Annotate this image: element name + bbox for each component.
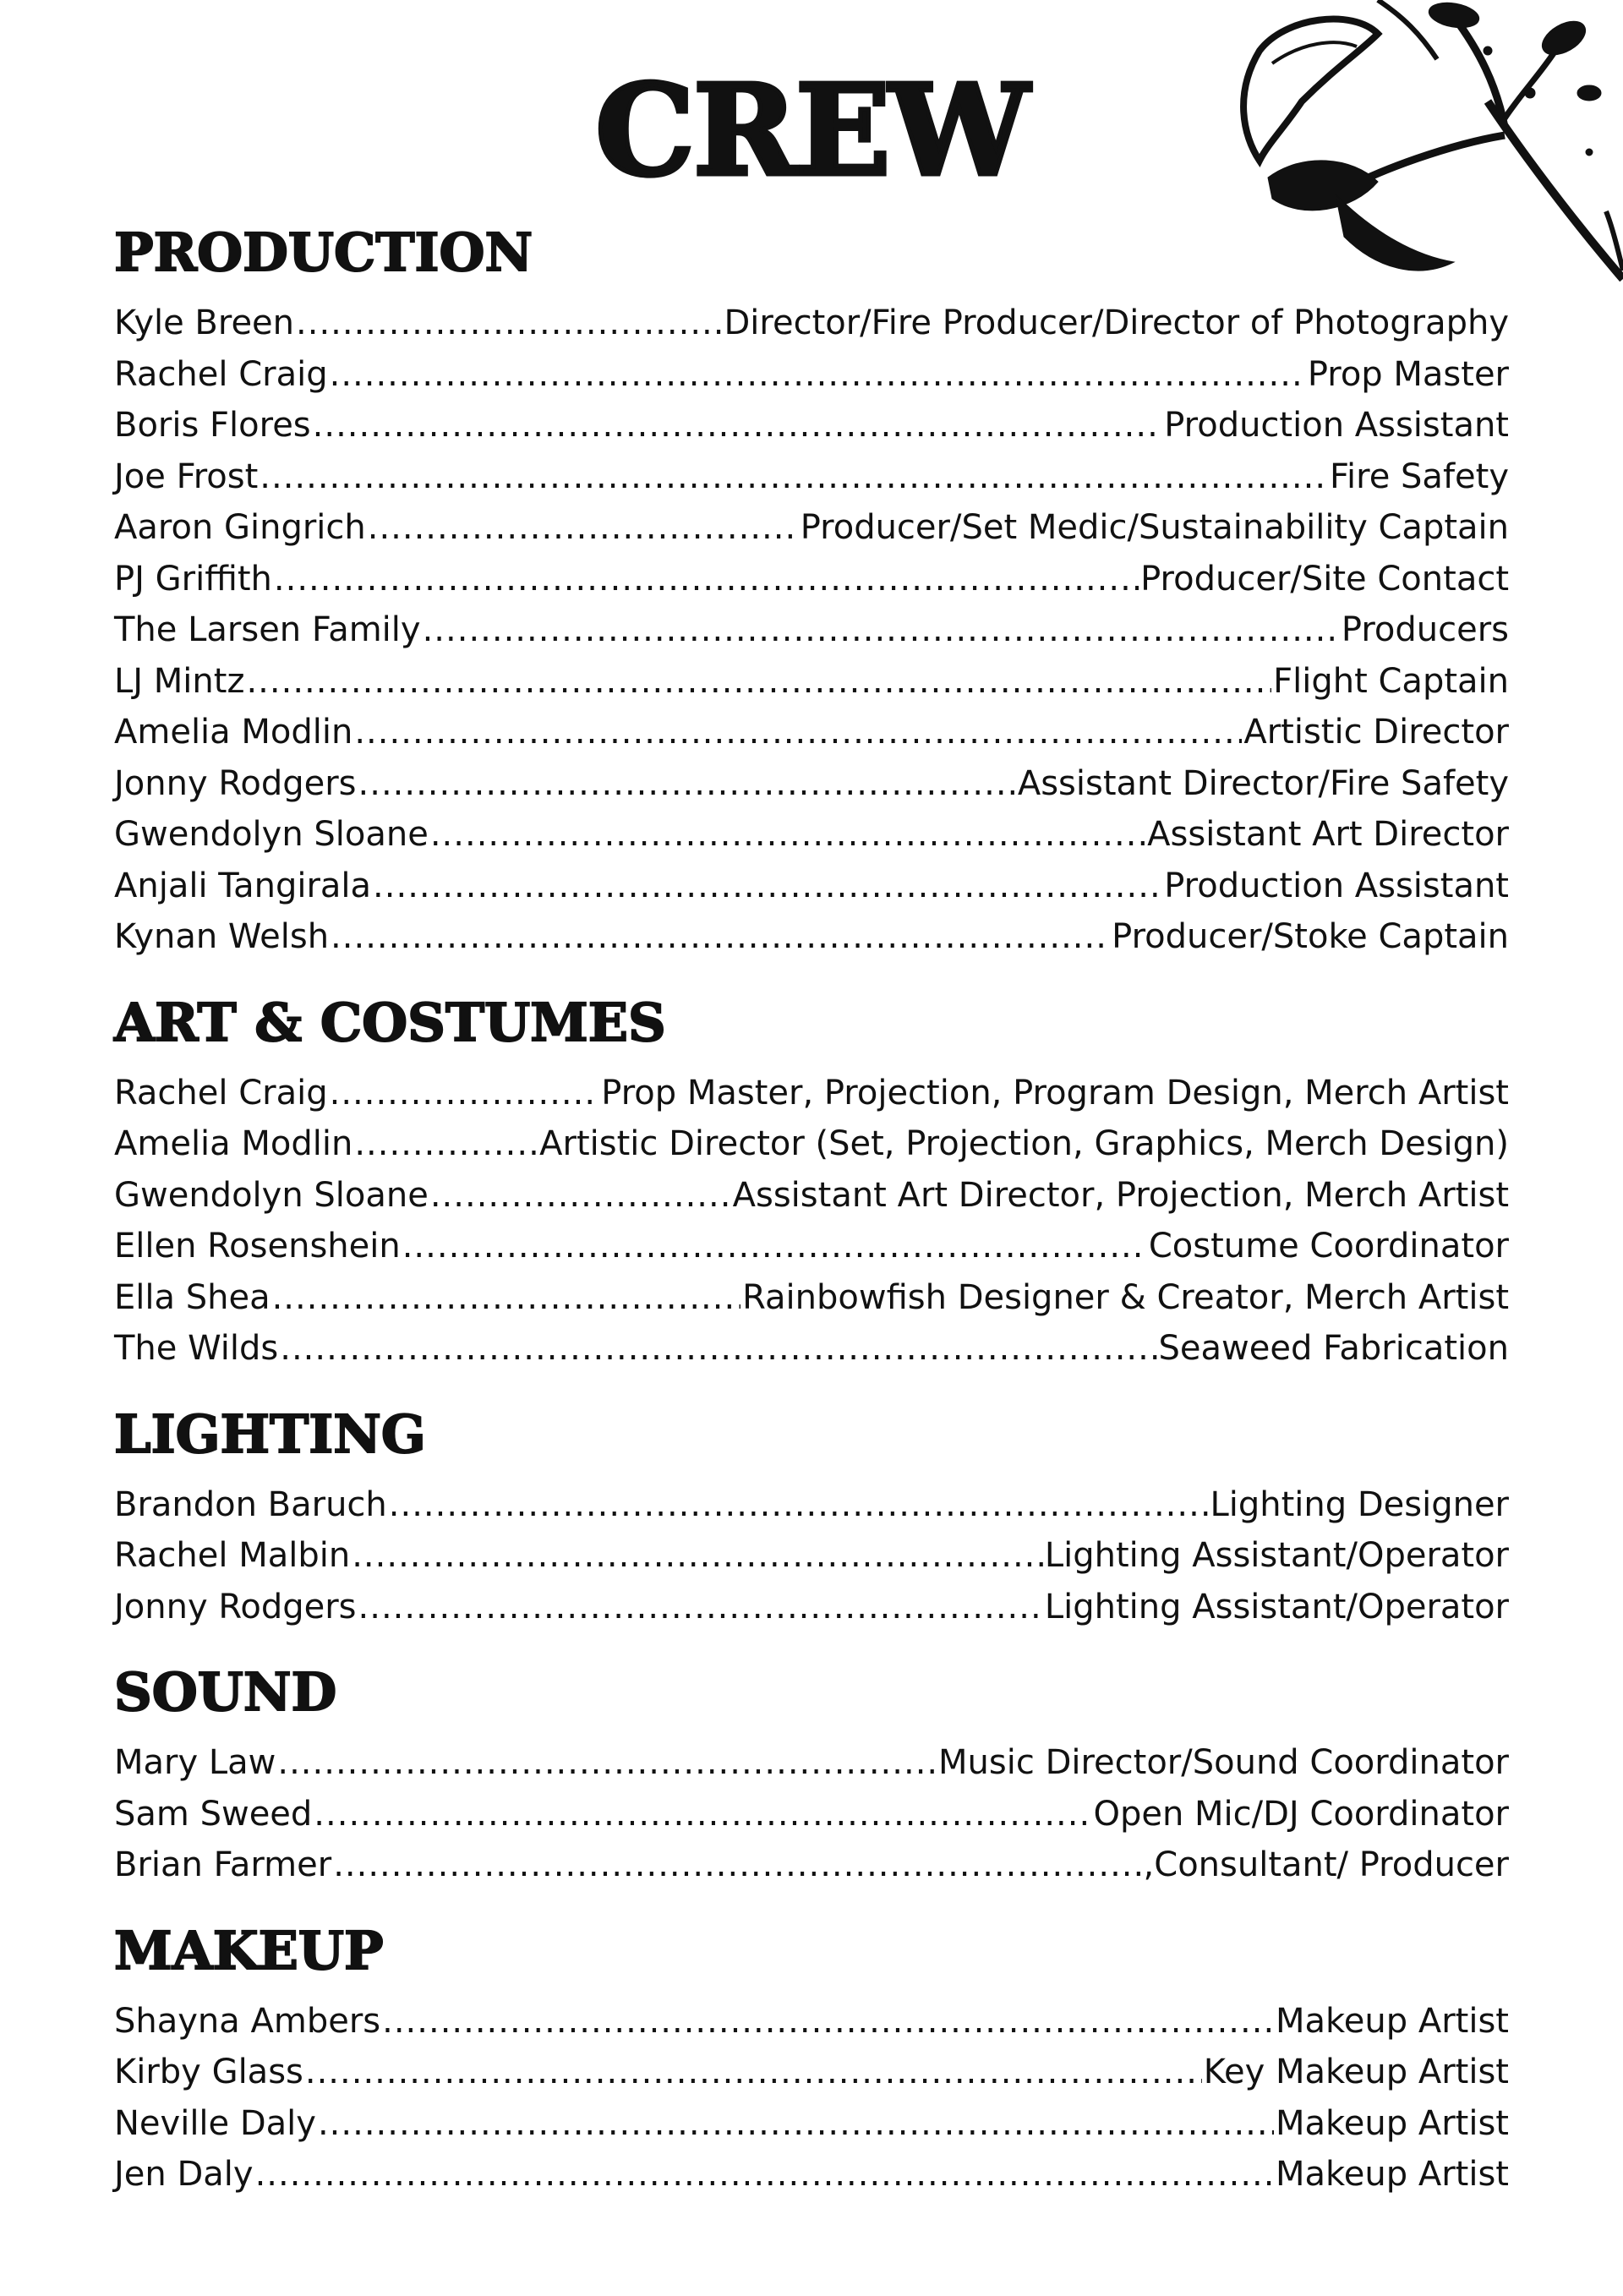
crew-role: Fire Safety (1329, 456, 1509, 496)
crew-role: Artistic Director (1243, 713, 1509, 752)
section-heading: LIGHTING (114, 1402, 426, 1465)
dot-leader (314, 1789, 1091, 1840)
credit-row (114, 1118, 1509, 1170)
crew-name: Kirby Glass (114, 2053, 303, 2091)
credit-row (114, 861, 1509, 912)
dot-leader (260, 451, 1328, 503)
crew-role: Open Mic/DJ Coordinator (1093, 1794, 1509, 1834)
section-production (114, 221, 1509, 963)
credit-row (114, 1996, 1509, 2047)
page-title: CREW (595, 57, 1028, 204)
crew-role: Makeup Artist (1276, 2155, 1509, 2194)
crew-role: Makeup Artist (1276, 2103, 1509, 2143)
crew-role: Assistant Art Director (1147, 815, 1509, 854)
crew-role: Artistic Director (Set, Projection, Graphics, Merch Design) (539, 1124, 1509, 1163)
credit-row (114, 400, 1509, 451)
crew-role: Prop Master, Projection, Program Design, Merch Artist (601, 1073, 1509, 1112)
dot-leader (389, 1479, 1209, 1531)
crew-name: Mary Law (114, 1743, 276, 1782)
credit-row (114, 656, 1509, 708)
crew-name: Anjali Tangirala (114, 866, 372, 905)
dot-leader (274, 554, 1139, 605)
dot-leader (352, 1530, 1043, 1582)
dot-leader (430, 1170, 731, 1222)
crew-name: LJ Mintz (114, 661, 245, 701)
crew-name: Sam Sweed (114, 1794, 313, 1834)
crew-role: Makeup Artist (1276, 2001, 1509, 2041)
crew-role: ,Consultant/ Producer (1143, 1845, 1509, 1884)
crew-name: Brian Farmer (114, 1845, 332, 1884)
dot-leader (305, 2047, 1202, 2098)
section-sound (114, 1661, 1509, 1891)
crew-name: Aaron Gingrich (114, 508, 366, 547)
crew-role: Director/Fire Producer/Director of Photography (724, 303, 1509, 342)
crew-role: Producer/Set Medic/Sustainability Captain (800, 508, 1509, 547)
crew-role: Producer/Stoke Captain (1112, 917, 1509, 956)
crew-role: Assistant Director/Fire Safety (1017, 763, 1509, 803)
crew-name: Brandon Baruch (114, 1484, 387, 1524)
crew-name: Rachel Craig (114, 354, 328, 394)
dot-leader (423, 604, 1340, 656)
dot-leader (331, 911, 1110, 963)
crew-name: Neville Daly (114, 2103, 316, 2143)
crew-name: Jonny Rodgers (114, 1587, 357, 1626)
section-heading: MAKEUP (114, 1919, 384, 1982)
credit-row (114, 349, 1509, 401)
section-heading: ART & COSTUMES (114, 991, 666, 1053)
section-art-costumes (114, 991, 1509, 1375)
crew-name: Joe Frost (114, 456, 259, 496)
dot-leader (330, 349, 1306, 401)
dot-leader (330, 1068, 600, 1119)
crew-role: Assistant Art Director, Projection, Merch Artist (732, 1175, 1509, 1215)
credit-row (114, 1221, 1509, 1272)
credit-row (114, 2098, 1509, 2150)
section-lighting (114, 1402, 1509, 1633)
credit-row (114, 1479, 1509, 1531)
credit-row (114, 1789, 1509, 1840)
credit-row (114, 1068, 1509, 1119)
crew-name: Amelia Modlin (114, 713, 353, 752)
crew-name: Boris Flores (114, 406, 311, 445)
section-heading: SOUND (114, 1661, 337, 1723)
dot-leader (333, 1840, 1141, 1891)
dot-leader (430, 809, 1145, 861)
credit-row (114, 758, 1509, 810)
credit-row (114, 2149, 1509, 2200)
dot-leader (358, 1582, 1043, 1633)
crew-name: Ella Shea (114, 1277, 270, 1317)
credit-row (114, 1840, 1509, 1891)
crew-name: Kyle Breen (114, 303, 295, 342)
dot-leader (318, 2098, 1274, 2150)
credit-row (114, 1530, 1509, 1582)
crew-role: Lighting Assistant/Operator (1044, 1587, 1509, 1626)
crew-name: PJ Griffith (114, 559, 272, 599)
dot-leader (255, 2149, 1274, 2200)
dot-leader (280, 1323, 1156, 1375)
section-makeup (114, 1919, 1509, 2200)
credit-row (114, 298, 1509, 349)
credit-row (114, 707, 1509, 758)
credit-row (114, 2047, 1509, 2098)
crew-name: Jen Daly (114, 2155, 254, 2194)
crew-name: Jonny Rodgers (114, 763, 357, 803)
dot-leader (358, 758, 1016, 810)
crew-role: Lighting Designer (1210, 1484, 1509, 1524)
crew-name: Rachel Craig (114, 1073, 328, 1112)
dot-leader (246, 656, 1271, 708)
crew-role: Flight Captain (1273, 661, 1509, 701)
dot-leader (402, 1221, 1147, 1272)
crew-role: Costume Coordinator (1148, 1227, 1509, 1266)
dot-leader (277, 1737, 937, 1789)
credit-row (114, 604, 1509, 656)
crew-role: Music Director/Sound Coordinator (938, 1743, 1509, 1782)
credit-row (114, 451, 1509, 503)
crew-name: Shayna Ambers (114, 2001, 381, 2041)
crew-role: Producers (1341, 610, 1509, 649)
dot-leader (373, 861, 1162, 912)
credit-row (114, 1737, 1509, 1789)
crew-role: Production Assistant (1164, 406, 1509, 445)
dot-leader (368, 502, 799, 554)
crew-name: Ellen Rosenshein (114, 1227, 401, 1266)
crew-role: Rainbowfish Designer & Creator, Merch Artist (742, 1277, 1509, 1317)
dot-leader (313, 400, 1163, 451)
crew-role: Producer/Site Contact (1140, 559, 1509, 599)
crew-name: The Wilds (114, 1329, 279, 1368)
dot-leader (272, 1272, 741, 1324)
crew-role: Production Assistant (1164, 866, 1509, 905)
credit-row (114, 1582, 1509, 1633)
dot-leader (354, 1118, 538, 1170)
dot-leader (354, 707, 1242, 758)
crew-role: Key Makeup Artist (1203, 2053, 1509, 2091)
crew-name: The Larsen Family (114, 610, 421, 649)
section-heading: PRODUCTION (114, 221, 533, 283)
credit-row (114, 911, 1509, 963)
crew-role: Prop Master (1307, 354, 1509, 394)
credit-row (114, 554, 1509, 605)
crew-name: Gwendolyn Sloane (114, 1175, 429, 1215)
crew-name: Kynan Welsh (114, 917, 330, 956)
crew-name: Rachel Malbin (114, 1536, 351, 1575)
credit-row (114, 1323, 1509, 1375)
crew-name: Gwendolyn Sloane (114, 815, 429, 854)
credit-row (114, 1170, 1509, 1222)
crew-sections (114, 221, 1509, 2234)
dot-leader (382, 1996, 1274, 2047)
crew-role: Seaweed Fabrication (1158, 1329, 1509, 1368)
crew-name: Amelia Modlin (114, 1124, 353, 1163)
credit-row (114, 809, 1509, 861)
crew-role: Lighting Assistant/Operator (1044, 1536, 1509, 1575)
credit-row (114, 502, 1509, 554)
dot-leader (296, 298, 722, 349)
credit-row (114, 1272, 1509, 1324)
